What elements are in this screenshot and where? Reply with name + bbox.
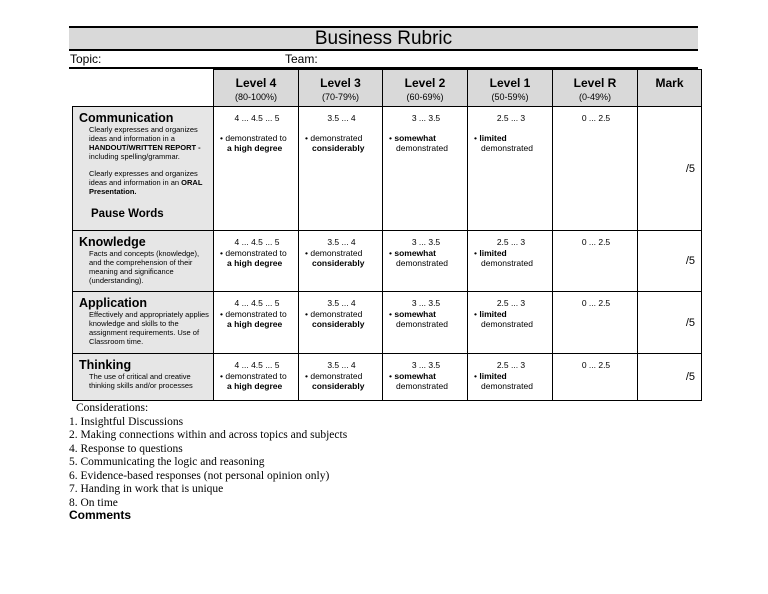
- rubric-title: Business Rubric: [69, 26, 698, 51]
- topic-label: Topic:: [70, 52, 102, 66]
- category-communication: [73, 107, 214, 231]
- considerations-heading: Considerations:: [76, 402, 149, 414]
- team-label: Team:: [285, 52, 318, 66]
- list-item: 6. Evidence-based responses (not personal opinion only): [69, 469, 330, 482]
- table-row: [73, 354, 702, 401]
- list-item: 5. Communicating the logic and reasoning: [69, 456, 265, 468]
- level-cell: 2.5 ... 3 • limited demonstrated: [468, 231, 553, 292]
- level-2-header: Level 2 (60-69%): [383, 70, 468, 107]
- list-item: 8. On time: [69, 496, 118, 509]
- level-cell: 0 ... 2.5: [553, 107, 638, 231]
- mark-cell[interactable]: /5: [638, 231, 702, 292]
- table-row: [73, 231, 702, 292]
- level-cell: 2.5 ... 3 • limited demonstrated: [468, 107, 553, 231]
- list-item: 2. Making connections within and across topics and subjects: [69, 429, 348, 441]
- level-cell: 3.5 ... 4 • demonstrated considerably: [299, 231, 383, 292]
- level-4-header: Level 4 (80-100%): [214, 70, 299, 107]
- topic-team-row: [69, 52, 698, 69]
- table-row: [73, 292, 702, 354]
- header-row: [73, 70, 702, 107]
- level-cell: 3.5 ... 4 • demonstrated considerably: [299, 354, 383, 401]
- level-cell: 3.5 ... 4 • demonstrated considerably: [299, 107, 383, 231]
- level-cell: 4 ... 4.5 ... 5 • demonstrated to a high degree: [214, 107, 299, 231]
- mark-cell[interactable]: /5: [638, 107, 702, 231]
- category-description: Facts and concepts (knowledge), and the comprehension of their meaning and significance (understanding).: [89, 249, 200, 285]
- category-title: Thinking: [79, 358, 132, 372]
- level-cell: 4 ... 4.5 ... 5 • demonstrated to a high degree: [214, 231, 299, 292]
- level-cell: 3.5 ... 4 • demonstrated considerably: [299, 292, 383, 354]
- level-cell: 2.5 ... 3 • limited demonstrated: [468, 354, 553, 401]
- level-cell: 0 ... 2.5: [553, 231, 638, 292]
- category-description-oral: Clearly expresses and organizes ideas and information in an ORAL Presentation.: [89, 169, 203, 196]
- category-application: [73, 292, 214, 354]
- level-cell: 4 ... 4.5 ... 5 • demonstrated to a high degree: [214, 354, 299, 401]
- table-row: [73, 107, 702, 231]
- mark-cell[interactable]: /5: [638, 354, 702, 401]
- mark-header: Mark: [638, 70, 702, 107]
- considerations-list: [69, 402, 347, 510]
- category-title: Knowledge: [79, 235, 146, 249]
- level-1-header: Level 1 (50-59%): [468, 70, 553, 107]
- level-cell: 3 ... 3.5 • somewhat demonstrated: [383, 107, 468, 231]
- category-knowledge: [73, 231, 214, 292]
- mark-cell[interactable]: /5: [638, 292, 702, 354]
- level-cell: 3 ... 3.5 • somewhat demonstrated: [383, 354, 468, 401]
- header-blank-cell: [73, 70, 214, 107]
- level-cell: 2.5 ... 3 • limited demonstrated: [468, 292, 553, 354]
- pause-words-label: Pause Words: [91, 208, 164, 220]
- level-cell: 4 ... 4.5 ... 5 • demonstrated to a high degree: [214, 292, 299, 354]
- category-title: Communication: [79, 111, 174, 125]
- level-cell: 3 ... 3.5 • somewhat demonstrated: [383, 231, 468, 292]
- level-3-header: Level 3 (70-79%): [299, 70, 383, 107]
- level-r-header: Level R (0-49%): [553, 70, 638, 107]
- category-title: Application: [79, 296, 148, 310]
- comments-label: Comments: [69, 508, 132, 522]
- category-description: Clearly expresses and organizes ideas and information in a HANDOUT/WRITTEN REPORT - including spelling/grammar.: [89, 125, 201, 161]
- level-cell: 3 ... 3.5 • somewhat demonstrated: [383, 292, 468, 354]
- level-cell: 0 ... 2.5: [553, 292, 638, 354]
- list-item: 4. Response to questions: [69, 442, 183, 455]
- list-item: 1. Insightful Discussions: [69, 415, 184, 428]
- category-description: The use of critical and creative thinking skills and/or processes: [89, 372, 193, 390]
- category-thinking: [73, 354, 214, 401]
- category-description: Effectively and appropriately applies knowledge and skills to the assignment requirements. Use of Classroom time.: [89, 310, 209, 346]
- rubric-table: [72, 69, 702, 401]
- list-item: 7. Handing in work that is unique: [69, 483, 224, 495]
- level-cell: 0 ... 2.5: [553, 354, 638, 401]
